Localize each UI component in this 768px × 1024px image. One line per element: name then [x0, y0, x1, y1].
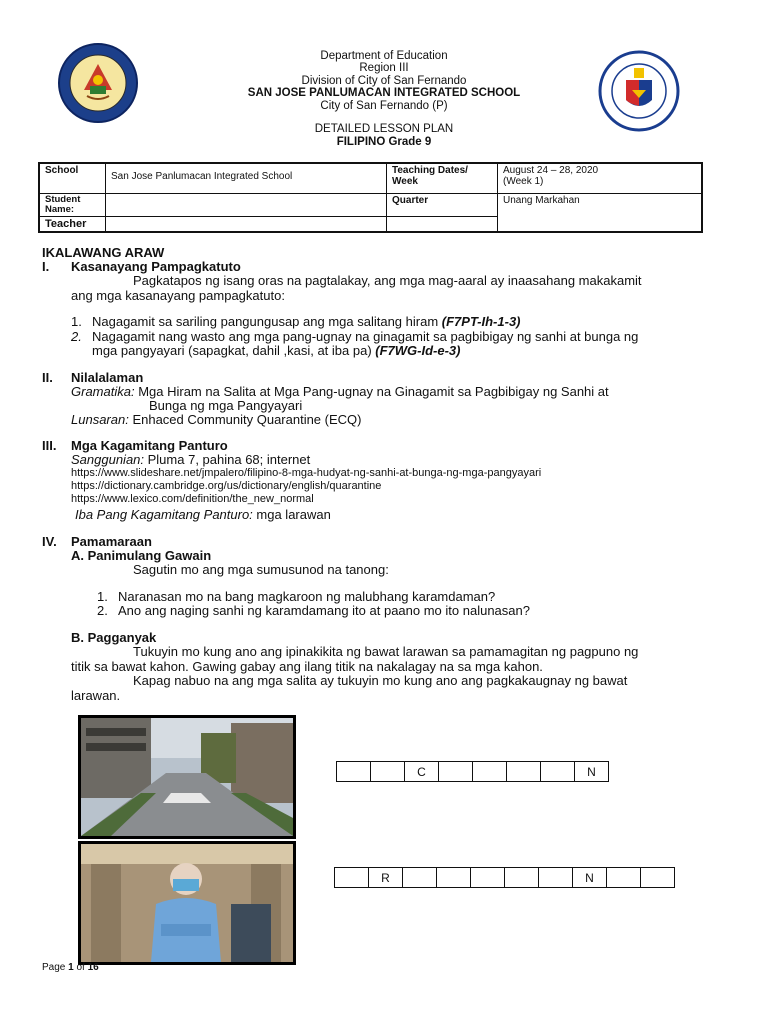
s4-q1-num: 1.: [97, 589, 108, 604]
s1-num: I.: [42, 259, 50, 274]
doc-subject: FILIPINO Grade 9: [336, 136, 432, 148]
puzzle-box[interactable]: [641, 868, 675, 888]
s4-b-p1b: titik sa bawat kahon. Gawing gabay ang ilang titik na nakalagay na sa mga kahon.: [71, 659, 543, 674]
puzzle-row-2: [334, 867, 675, 888]
info-table: [38, 162, 703, 233]
puzzle-box[interactable]: R: [369, 868, 403, 888]
s1-intro-b: ang mga kasanayang pampagkatuto:: [71, 288, 285, 303]
puzzle-box[interactable]: [337, 762, 371, 782]
s4-b-p2a: Kapag nabuo na ang mga salita ay tukuyin mo kung ano ang pagkakaugnay ng bawat: [133, 673, 628, 688]
quarter-value: Unang Markahan: [498, 193, 703, 232]
s4-a-title: A. Panimulang Gawain: [71, 548, 212, 563]
s3-num: III.: [42, 438, 57, 453]
header-division: Division of City of San Fernando: [301, 75, 467, 87]
s1-item2-num: 2.: [71, 329, 82, 344]
s4-q1: Naranasan mo na bang magkaroon ng malubhang karamdaman?: [118, 589, 496, 604]
s1-item1-num: 1.: [71, 314, 82, 329]
s2-lunsaran: Lunsaran: Enhaced Community Quarantine (ECQ): [71, 412, 362, 427]
s4-b-title: B. Pagganyak: [71, 630, 157, 645]
school-label: School: [39, 163, 106, 193]
s3-link-1[interactable]: https://www.slideshare.net/jmpalero/filipino-8-mga-hudyat-ng-sanhi-at-bunga-ng-mga-pangyayari: [71, 467, 542, 479]
teacher-value: [106, 216, 387, 232]
s4-title: Pamamaraan: [71, 534, 152, 549]
school-value: San Jose Panlumacan Integrated School: [106, 163, 387, 193]
dates-label: Teaching Dates/ Week: [387, 163, 498, 193]
student-label: Student Name:: [39, 193, 106, 216]
puzzle-box[interactable]: [371, 762, 405, 782]
puzzle-box[interactable]: [607, 868, 641, 888]
s1-intro-a: Pagkatapos ng isang oras na pagtalakay, ang mga mag-aaral ay inaasahang makakamit: [133, 273, 642, 288]
quarter-label: Quarter: [387, 193, 498, 216]
puzzle-box[interactable]: C: [405, 762, 439, 782]
s4-q2: Ano ang naging sanhi ng karamdamang ito at paano mo ito nalunasan?: [118, 603, 530, 618]
puzzle-box[interactable]: [505, 868, 539, 888]
puzzle-box[interactable]: [471, 868, 505, 888]
header-school: SAN JOSE PANLUMACAN INTEGRATED SCHOOL: [247, 87, 521, 99]
teacher-label: Teacher: [39, 216, 106, 232]
doc-type: DETAILED LESSON PLAN: [314, 123, 454, 135]
header-dept: Department of Education: [320, 50, 448, 62]
puzzle-box[interactable]: N: [573, 868, 607, 888]
day-heading: IKALAWANG ARAW: [42, 245, 165, 260]
empty-cell: [387, 216, 498, 232]
page-footer: Page 1 of 16: [42, 962, 99, 973]
puzzle-box[interactable]: [541, 762, 575, 782]
s3-sanggunian: Sanggunian: Pluma 7, pahina 68; internet: [71, 452, 311, 467]
header-city: City of San Fernando (P): [320, 100, 448, 112]
puzzle-box[interactable]: N: [575, 762, 609, 782]
s2-title: Nilalalaman: [71, 370, 144, 385]
s4-a-intro: Sagutin mo ang mga sumusunod na tanong:: [133, 562, 389, 577]
s1-item1: Nagagamit sa sariling pangungusap ang mga salitang hiram (F7PT-Ih-1-3): [92, 314, 521, 329]
s1-item2-a: Nagagamit nang wasto ang mga pang-ugnay na ginagamit sa pagbibigay ng sanhi at bunga ng: [92, 329, 639, 344]
s4-num: IV.: [42, 534, 57, 549]
s2-gram-b: Bunga ng mga Pangyayari: [149, 398, 303, 413]
puzzle-box[interactable]: [473, 762, 507, 782]
header-region: Region III: [359, 62, 409, 74]
puzzle-box[interactable]: [507, 762, 541, 782]
s4-q2-num: 2.: [97, 603, 108, 618]
s4-b-p1a: Tukuyin mo kung ano ang ipinakikita ng bawat larawan sa pamamagitan ng pagpuno ng: [133, 644, 639, 659]
health-worker-photo: [78, 841, 296, 965]
puzzle-box[interactable]: [403, 868, 437, 888]
s1-item2-b: mga pangyayari (sapagkat, dahil ,kasi, at iba pa) (F7WG-Id-e-3): [92, 343, 461, 358]
s3-link-3[interactable]: https://www.lexico.com/definition/the_new_normal: [71, 493, 314, 505]
s2-gram-a: Gramatika: Mga Hiram na Salita at Mga Pang-ugnay na Ginagamit sa Pagbibigay ng Sanhi at: [71, 384, 609, 399]
s4-b-p2b: larawan.: [71, 688, 121, 703]
puzzle-box[interactable]: [335, 868, 369, 888]
dates-value: August 24 – 28, 2020 (Week 1): [498, 163, 703, 193]
puzzle-box[interactable]: [539, 868, 573, 888]
s3-link-2[interactable]: https://dictionary.cambridge.org/us/dictionary/english/quarantine: [71, 480, 382, 492]
s2-num: II.: [42, 370, 53, 385]
s3-iba: Iba Pang Kagamitang Panturo: mga larawan: [75, 507, 331, 522]
student-value: [106, 193, 387, 216]
puzzle-box[interactable]: [437, 868, 471, 888]
s3-title: Mga Kagamitang Panturo: [71, 438, 228, 453]
street-photo: [78, 715, 296, 839]
puzzle-row-1: [336, 761, 609, 782]
puzzle-box[interactable]: [439, 762, 473, 782]
s1-title: Kasanayang Pampagkatuto: [71, 259, 241, 274]
